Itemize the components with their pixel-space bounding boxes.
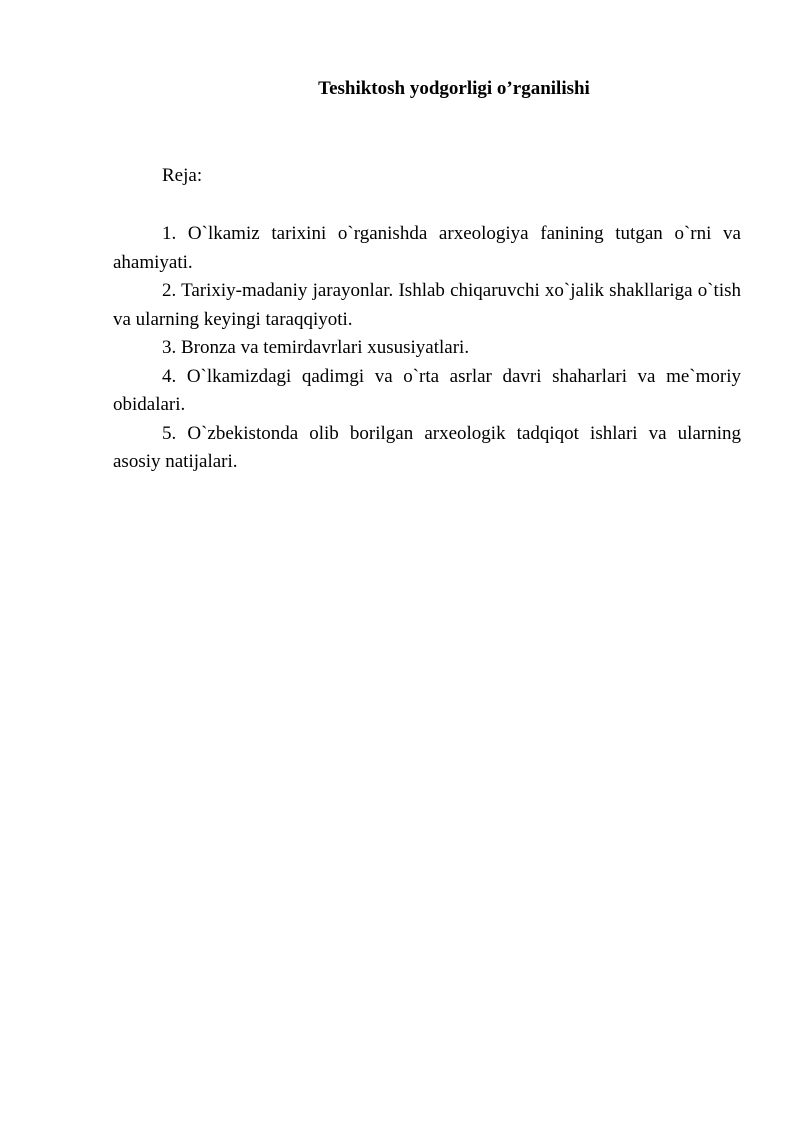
plan-item-3: 3. Bronza va temirdavrlari xususiyatlari. <box>162 337 470 358</box>
plan-item-5: 5. O`zbekistonda olib borilgan arxeologik tadqiqot ishlari va ularning asosiy natijalari. <box>113 422 741 472</box>
document-title: Teshiktosh yodgorligi o’rganilishi <box>318 78 590 99</box>
plan-item-4: 4. O`lkamizdagi qadimgi va o`rta asrlar davri shaharlari va me`moriy obidalari. <box>113 365 741 415</box>
plan-heading: Reja: <box>162 165 203 186</box>
plan-list <box>113 220 741 477</box>
plan-item-1: 1. O`lkamiz tarixini o`rganishda arxeologiya fanining tutgan o`rni va ahamiyati. <box>113 223 741 273</box>
plan-item-2: 2. Tarixiy-madaniy jarayonlar. Ishlab chiqaruvchi xo`jalik shakllariga o`tish va ularning keyingi taraqqiyoti. <box>113 280 741 330</box>
